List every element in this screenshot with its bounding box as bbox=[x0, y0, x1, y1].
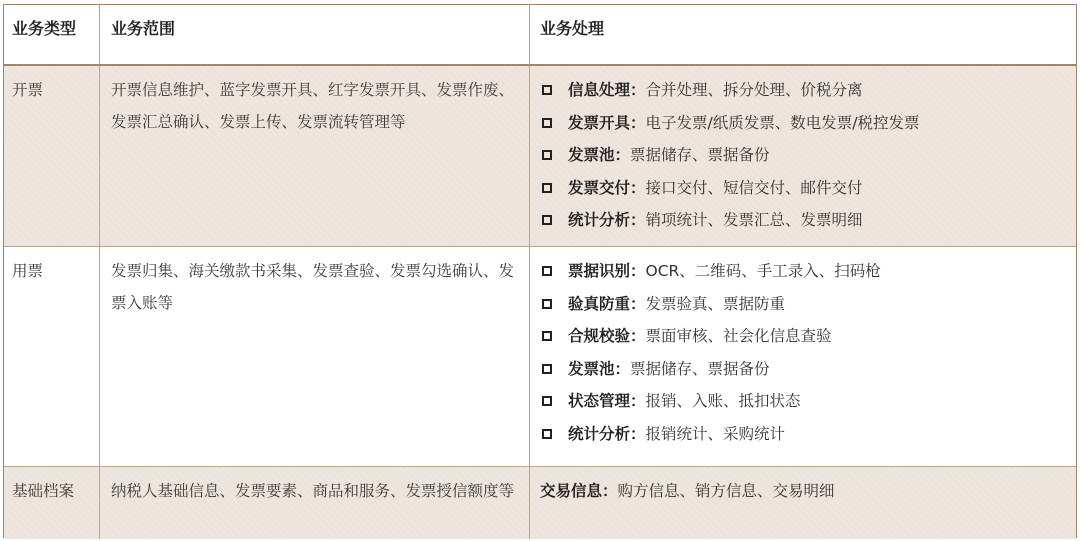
item-text: 票面审核、社会化信息查验 bbox=[645, 327, 832, 345]
item-label: 信息处理： bbox=[568, 81, 646, 99]
business-table bbox=[3, 4, 1077, 538]
square-bullet-icon bbox=[542, 118, 552, 128]
square-bullet-icon bbox=[542, 396, 552, 406]
table-row-master-data bbox=[4, 466, 1076, 539]
list-item bbox=[540, 74, 1076, 107]
table-row-invoice-usage bbox=[4, 246, 1076, 467]
item-label: 发票交付： bbox=[568, 178, 646, 197]
square-bullet-icon bbox=[542, 429, 552, 439]
item-text: 报销、入账、抵扣状态 bbox=[645, 392, 801, 410]
item-label: 统计分析： bbox=[568, 211, 646, 229]
list-item bbox=[540, 418, 1076, 451]
trade-info-label: 交易信息： bbox=[540, 482, 618, 500]
square-bullet-icon bbox=[542, 266, 552, 276]
item-label: 发票开具： bbox=[568, 113, 646, 132]
business-type-cell: 基础档案 bbox=[4, 467, 100, 539]
item-label: 票据识别： bbox=[568, 262, 646, 280]
item-label: 验真防重： bbox=[568, 294, 646, 313]
square-bullet-icon bbox=[542, 183, 552, 193]
item-text: 合并处理、拆分处理、价税分离 bbox=[645, 81, 863, 99]
square-bullet-icon bbox=[542, 85, 552, 95]
square-bullet-icon bbox=[542, 331, 552, 341]
header-business-scope: 业务范围 bbox=[100, 5, 530, 64]
list-item bbox=[540, 320, 1076, 353]
business-scope-cell: 发票归集、海关缴款书采集、发票查验、发票勾选确认、发票入账等 bbox=[100, 247, 530, 467]
item-text: 电子发票/纸质发票、数电发票/税控发票 bbox=[645, 113, 920, 132]
item-label: 发票池： bbox=[568, 146, 631, 164]
item-text: 报销统计、采购统计 bbox=[645, 424, 786, 443]
item-label: 统计分析： bbox=[568, 424, 646, 443]
business-processing-cell bbox=[530, 467, 1076, 539]
list-item bbox=[540, 107, 1076, 140]
table-row-invoicing bbox=[4, 66, 1076, 246]
item-text: 接口交付、短信交付、邮件交付 bbox=[645, 178, 863, 197]
header-business-type: 业务类型 bbox=[4, 5, 100, 64]
item-label: 合规校验： bbox=[568, 327, 646, 345]
business-type-cell: 开票 bbox=[4, 66, 100, 246]
business-processing-cell bbox=[530, 247, 1076, 467]
list-item bbox=[540, 255, 1076, 288]
list-item bbox=[540, 353, 1076, 386]
item-text: OCR、二维码、手工录入、扫码枪 bbox=[645, 262, 881, 280]
square-bullet-icon bbox=[542, 364, 552, 374]
business-processing-cell bbox=[530, 66, 1076, 246]
list-item bbox=[540, 288, 1076, 321]
item-text: 票据储存、票据备份 bbox=[630, 146, 770, 164]
business-type-cell: 用票 bbox=[4, 247, 100, 467]
header-business-processing: 业务处理 bbox=[540, 19, 605, 38]
trade-info-text: 购方信息、销方信息、交易明细 bbox=[617, 482, 835, 500]
square-bullet-icon bbox=[542, 215, 552, 225]
item-label: 发票池： bbox=[568, 359, 631, 378]
processing-list bbox=[540, 247, 1076, 450]
item-text: 发票验真、票据防重 bbox=[645, 294, 786, 313]
list-item bbox=[540, 385, 1076, 418]
business-scope-cell: 开票信息维护、蓝字发票开具、红字发票开具、发票作废、发票汇总确认、发票上传、发票流转管理等 bbox=[100, 66, 530, 246]
item-label: 状态管理： bbox=[568, 392, 646, 410]
item-text: 票据储存、票据备份 bbox=[630, 359, 770, 378]
square-bullet-icon bbox=[542, 150, 552, 160]
processing-list bbox=[540, 66, 1076, 237]
item-text: 销项统计、发票汇总、发票明细 bbox=[645, 211, 863, 229]
list-item bbox=[540, 204, 1076, 237]
list-item bbox=[540, 172, 1076, 205]
business-scope-cell: 纳税人基础信息、发票要素、商品和服务、发票授信额度等 bbox=[100, 467, 530, 539]
list-item bbox=[540, 139, 1076, 172]
square-bullet-icon bbox=[542, 299, 552, 309]
table-header-row bbox=[4, 5, 1076, 66]
